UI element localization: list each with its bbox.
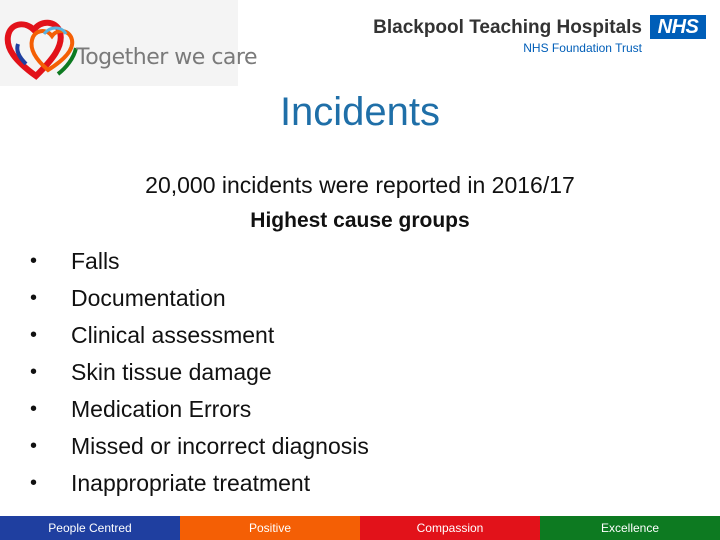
- slide-subtitle: 20,000 incidents were reported in 2016/17: [145, 172, 575, 198]
- together-we-care-logo: [0, 0, 257, 86]
- list-item: • Falls: [20, 245, 369, 282]
- list-item: • Inappropriate treatment: [20, 467, 369, 504]
- tagline: Together we care: [76, 45, 257, 70]
- list-item: • Missed or incorrect diagnosis: [20, 430, 369, 467]
- footer-value-people-centred: People Centred: [0, 516, 180, 540]
- list-item: • Medication Errors: [20, 393, 369, 430]
- list-item: • Skin tissue damage: [20, 356, 369, 393]
- cause-list: [20, 245, 369, 504]
- section-heading: Highest cause groups: [250, 209, 470, 232]
- values-footer: [0, 516, 720, 540]
- slide-title: Incidents: [279, 90, 441, 134]
- hearts-logo-icon: [4, 14, 84, 84]
- list-item: • Documentation: [20, 282, 369, 319]
- trust-subtitle: NHS Foundation Trust: [523, 41, 642, 55]
- footer-value-compassion: Compassion: [360, 516, 540, 540]
- nhs-badge: NHS: [650, 15, 706, 39]
- trust-logo: [373, 14, 706, 58]
- footer-value-positive: Positive: [180, 516, 360, 540]
- list-item: • Clinical assessment: [20, 319, 369, 356]
- footer-value-excellence: Excellence: [540, 516, 720, 540]
- trust-name: Blackpool Teaching Hospitals: [373, 17, 642, 38]
